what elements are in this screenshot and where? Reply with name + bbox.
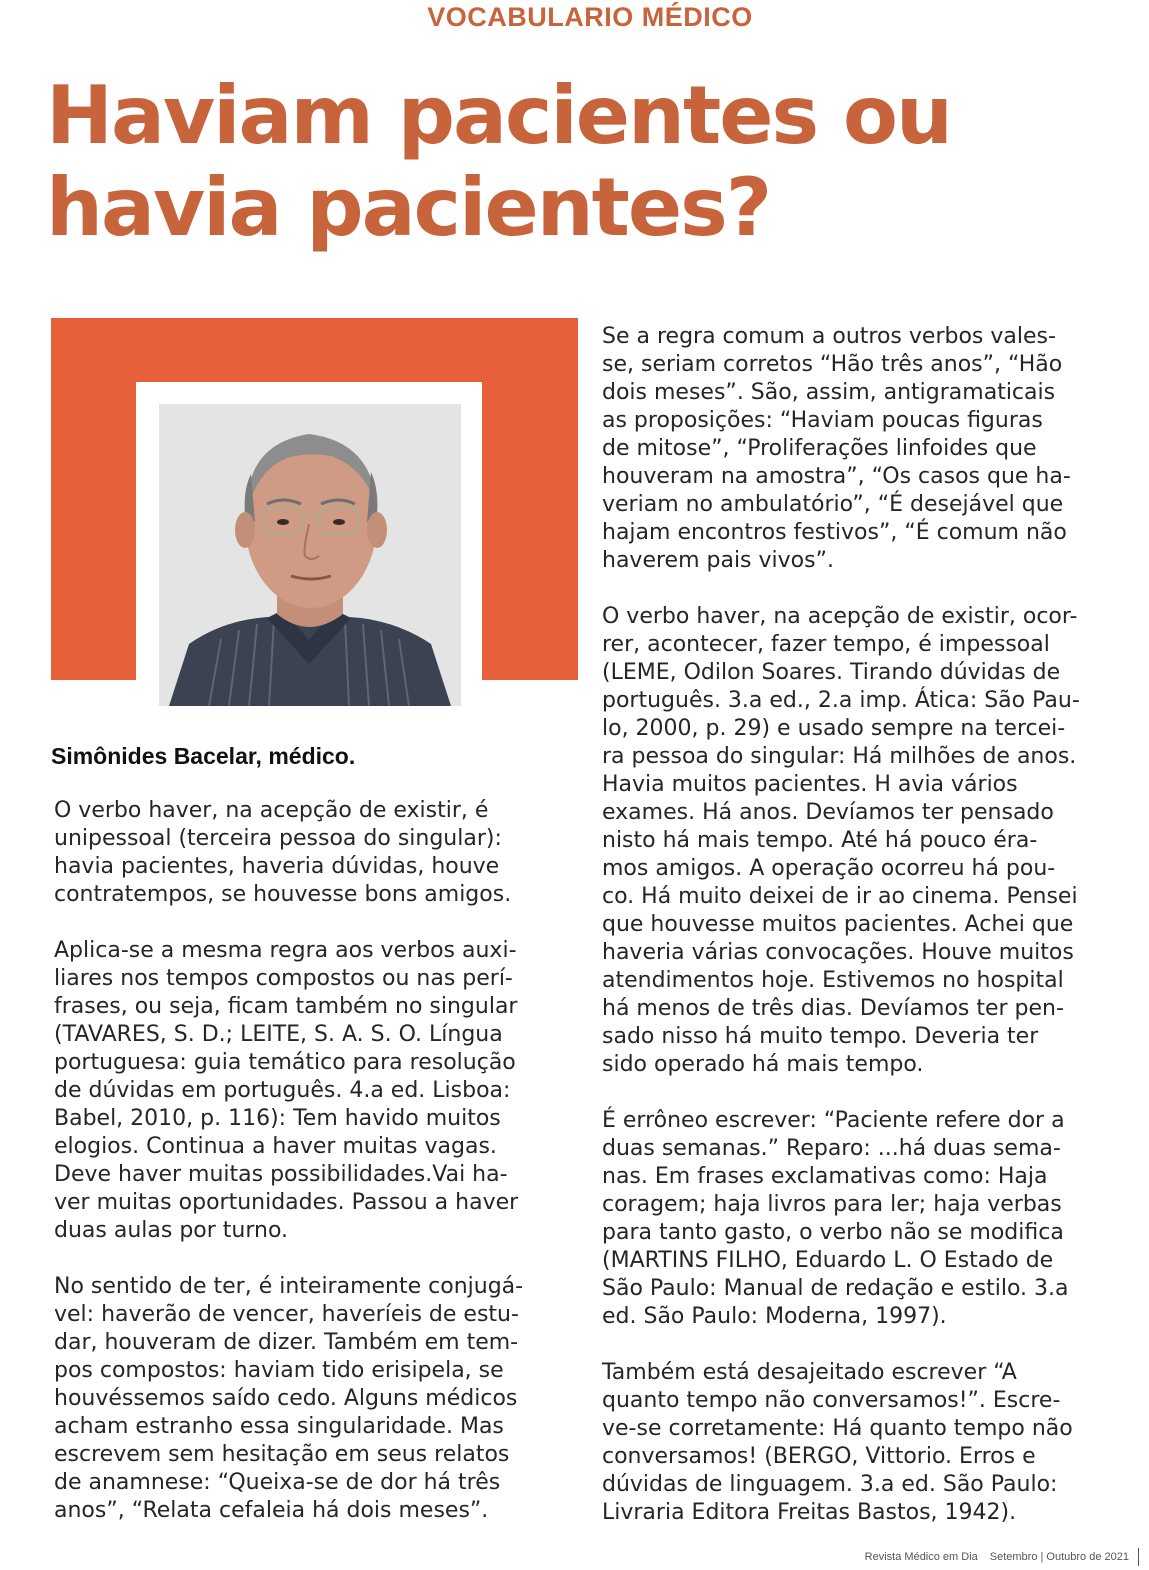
text-line: O verbo haver, na acepção de existir, ocor-	[602, 604, 1078, 629]
text-line: É errôneo escrever: “Paciente refere dor a	[602, 1108, 1065, 1133]
headline-line: havia pacientes?	[46, 161, 771, 254]
text-line: acham estranho essa singularidade. Mas	[54, 1414, 504, 1439]
footer-rule	[1138, 1548, 1139, 1566]
paragraph	[54, 937, 584, 1245]
author-caption: Simônides Bacelar, médico.	[51, 743, 356, 769]
text-line: unipessoal (terceira pessoa do singular):	[54, 826, 502, 851]
text-line: para tanto gasto, o verbo não se modifica	[602, 1220, 1064, 1245]
article-headline	[46, 70, 1126, 254]
text-line: São Paulo: Manual de redação e estilo. 3.a	[602, 1276, 1069, 1301]
text-line: ra pessoa do singular: Há milhões de anos.	[602, 744, 1077, 769]
footer-issue: Setembro | Outubro de 2021	[989, 1551, 1129, 1563]
text-line: haverem pais vivos”.	[602, 548, 834, 573]
text-line: rer, acontecer, fazer tempo, é impessoal	[602, 632, 1050, 657]
text-line: se, seriam corretos “Hão três anos”, “Hão	[602, 352, 1063, 377]
footer-publication: Revista Médico em Dia	[864, 1551, 978, 1563]
text-line: Também está desajeitado escrever “A	[602, 1360, 1017, 1385]
text-line: de mitose”, “Proliferações linfoides que	[602, 436, 1037, 461]
text-line: conversamos! (BERGO, Vittorio. Erros e	[602, 1444, 1036, 1469]
text-line: frases, ou seja, ficam também no singular	[54, 994, 518, 1019]
text-line: quanto tempo não conversamos!”. Escre-	[602, 1388, 1061, 1413]
text-line: ve-se corretamente: Há quanto tempo não	[602, 1416, 1073, 1441]
text-line: Aplica-se a mesma regra aos verbos auxi-	[54, 938, 517, 963]
paragraph	[54, 797, 584, 909]
paragraph	[54, 1273, 584, 1525]
text-line: No sentido de ter, é inteiramente conjugá-	[54, 1274, 524, 1299]
text-line: as proposições: “Haviam poucas figuras	[602, 408, 1043, 433]
text-line: sido operado há mais tempo.	[602, 1052, 924, 1077]
section-label: VOCABULARIO MÉDICO	[427, 2, 753, 32]
text-line: duas aulas por turno.	[54, 1218, 289, 1243]
text-line: contratempos, se houvesse bons amigos.	[54, 882, 512, 907]
text-line: sado nisso há muito tempo. Deveria ter	[602, 1024, 1039, 1049]
text-line: de anamnese: “Queixa-se de dor há três	[54, 1470, 501, 1495]
text-line: havia pacientes, haveria dúvidas, houve	[54, 854, 500, 879]
headline-line: Haviam pacientes ou	[46, 69, 951, 162]
paragraph	[602, 603, 1142, 1079]
text-line: Havia muitos pacientes. H avia vários	[602, 772, 1018, 797]
text-line: haveria várias convocações. Houve muitos	[602, 940, 1074, 965]
text-line: pos compostos: haviam tido erisipela, se	[54, 1358, 504, 1383]
text-line: vel: haverão de vencer, haveríeis de estu-	[54, 1302, 519, 1327]
paragraph	[602, 1107, 1142, 1331]
text-line: Se a regra comum a outros verbos vales-	[602, 324, 1056, 349]
text-line: Deve haver muitas possibilidades.Vai ha-	[54, 1162, 508, 1187]
article-column-right	[602, 323, 1142, 1527]
text-line: dúvidas de linguagem. 3.a ed. São Paulo:	[602, 1472, 1058, 1497]
text-line: ver muitas oportunidades. Passou a haver	[54, 1190, 519, 1215]
text-line: escrevem sem hesitação em seus relatos	[54, 1442, 510, 1467]
text-line: atendimentos hoje. Estivemos no hospital	[602, 968, 1064, 993]
text-line: elogios. Continua a haver muitas vagas.	[54, 1134, 497, 1159]
text-line: português. 3.a ed., 2.a imp. Ática: São Pau-	[602, 688, 1080, 713]
text-line: (LEME, Odilon Soares. Tirando dúvidas de	[602, 660, 1061, 685]
text-line: coragem; haja livros para ler; haja verbas	[602, 1192, 1062, 1217]
text-line: que houvesse muitos pacientes. Achei que	[602, 912, 1074, 937]
text-line: liares nos tempos compostos ou nas perí-	[54, 966, 513, 991]
paragraph	[602, 323, 1142, 575]
text-line: dois meses”. São, assim, antigramaticais	[602, 380, 1056, 405]
text-line: nas. Em frases exclamativas como: Haja	[602, 1164, 1048, 1189]
text-line: há menos de três dias. Devíamos ter pen-	[602, 996, 1064, 1021]
text-line: (MARTINS FILHO, Eduardo L. O Estado de	[602, 1248, 1054, 1273]
text-line: houvéssemos saído cedo. Alguns médicos	[54, 1386, 518, 1411]
text-line: exames. Há anos. Devíamos ter pensado	[602, 800, 1054, 825]
text-line: de dúvidas em português. 4.a ed. Lisboa:	[54, 1078, 511, 1103]
page-footer	[865, 1551, 1129, 1563]
text-line: hajam encontros festivos”, “É comum não	[602, 520, 1067, 545]
text-line: portuguesa: guia temático para resolução	[54, 1050, 516, 1075]
text-line: houveram na amostra”, “Os casos que ha-	[602, 464, 1071, 489]
author-photo	[159, 404, 461, 706]
text-line: mos amigos. A operação ocorreu há pou-	[602, 856, 1056, 881]
text-line: Livraria Editora Freitas Bastos, 1942).	[602, 1500, 1017, 1525]
text-line: O verbo haver, na acepção de existir, é	[54, 798, 489, 823]
text-line: duas semanas.” Reparo: ...há duas sema-	[602, 1136, 1061, 1161]
paragraph	[602, 1359, 1142, 1527]
text-line: veriam no ambulatório”, “É desejável que	[602, 492, 1064, 517]
text-line: dar, houveram de dizer. Também em tem-	[54, 1330, 519, 1355]
text-line: anos”, “Relata cefaleia há dois meses”.	[54, 1498, 489, 1523]
article-column-left	[54, 797, 584, 1525]
text-line: ed. São Paulo: Moderna, 1997).	[602, 1304, 947, 1329]
text-line: lo, 2000, p. 29) e usado sempre na tercei-	[602, 716, 1066, 741]
text-line: nisto há mais tempo. Até há pouco éra-	[602, 828, 1038, 853]
text-line: (TAVARES, S. D.; LEITE, S. A. S. O. Língua	[54, 1022, 503, 1047]
text-line: co. Há muito deixei de ir ao cinema. Pensei	[602, 884, 1078, 909]
text-line: Babel, 2010, p. 116): Tem havido muitos	[54, 1106, 501, 1131]
